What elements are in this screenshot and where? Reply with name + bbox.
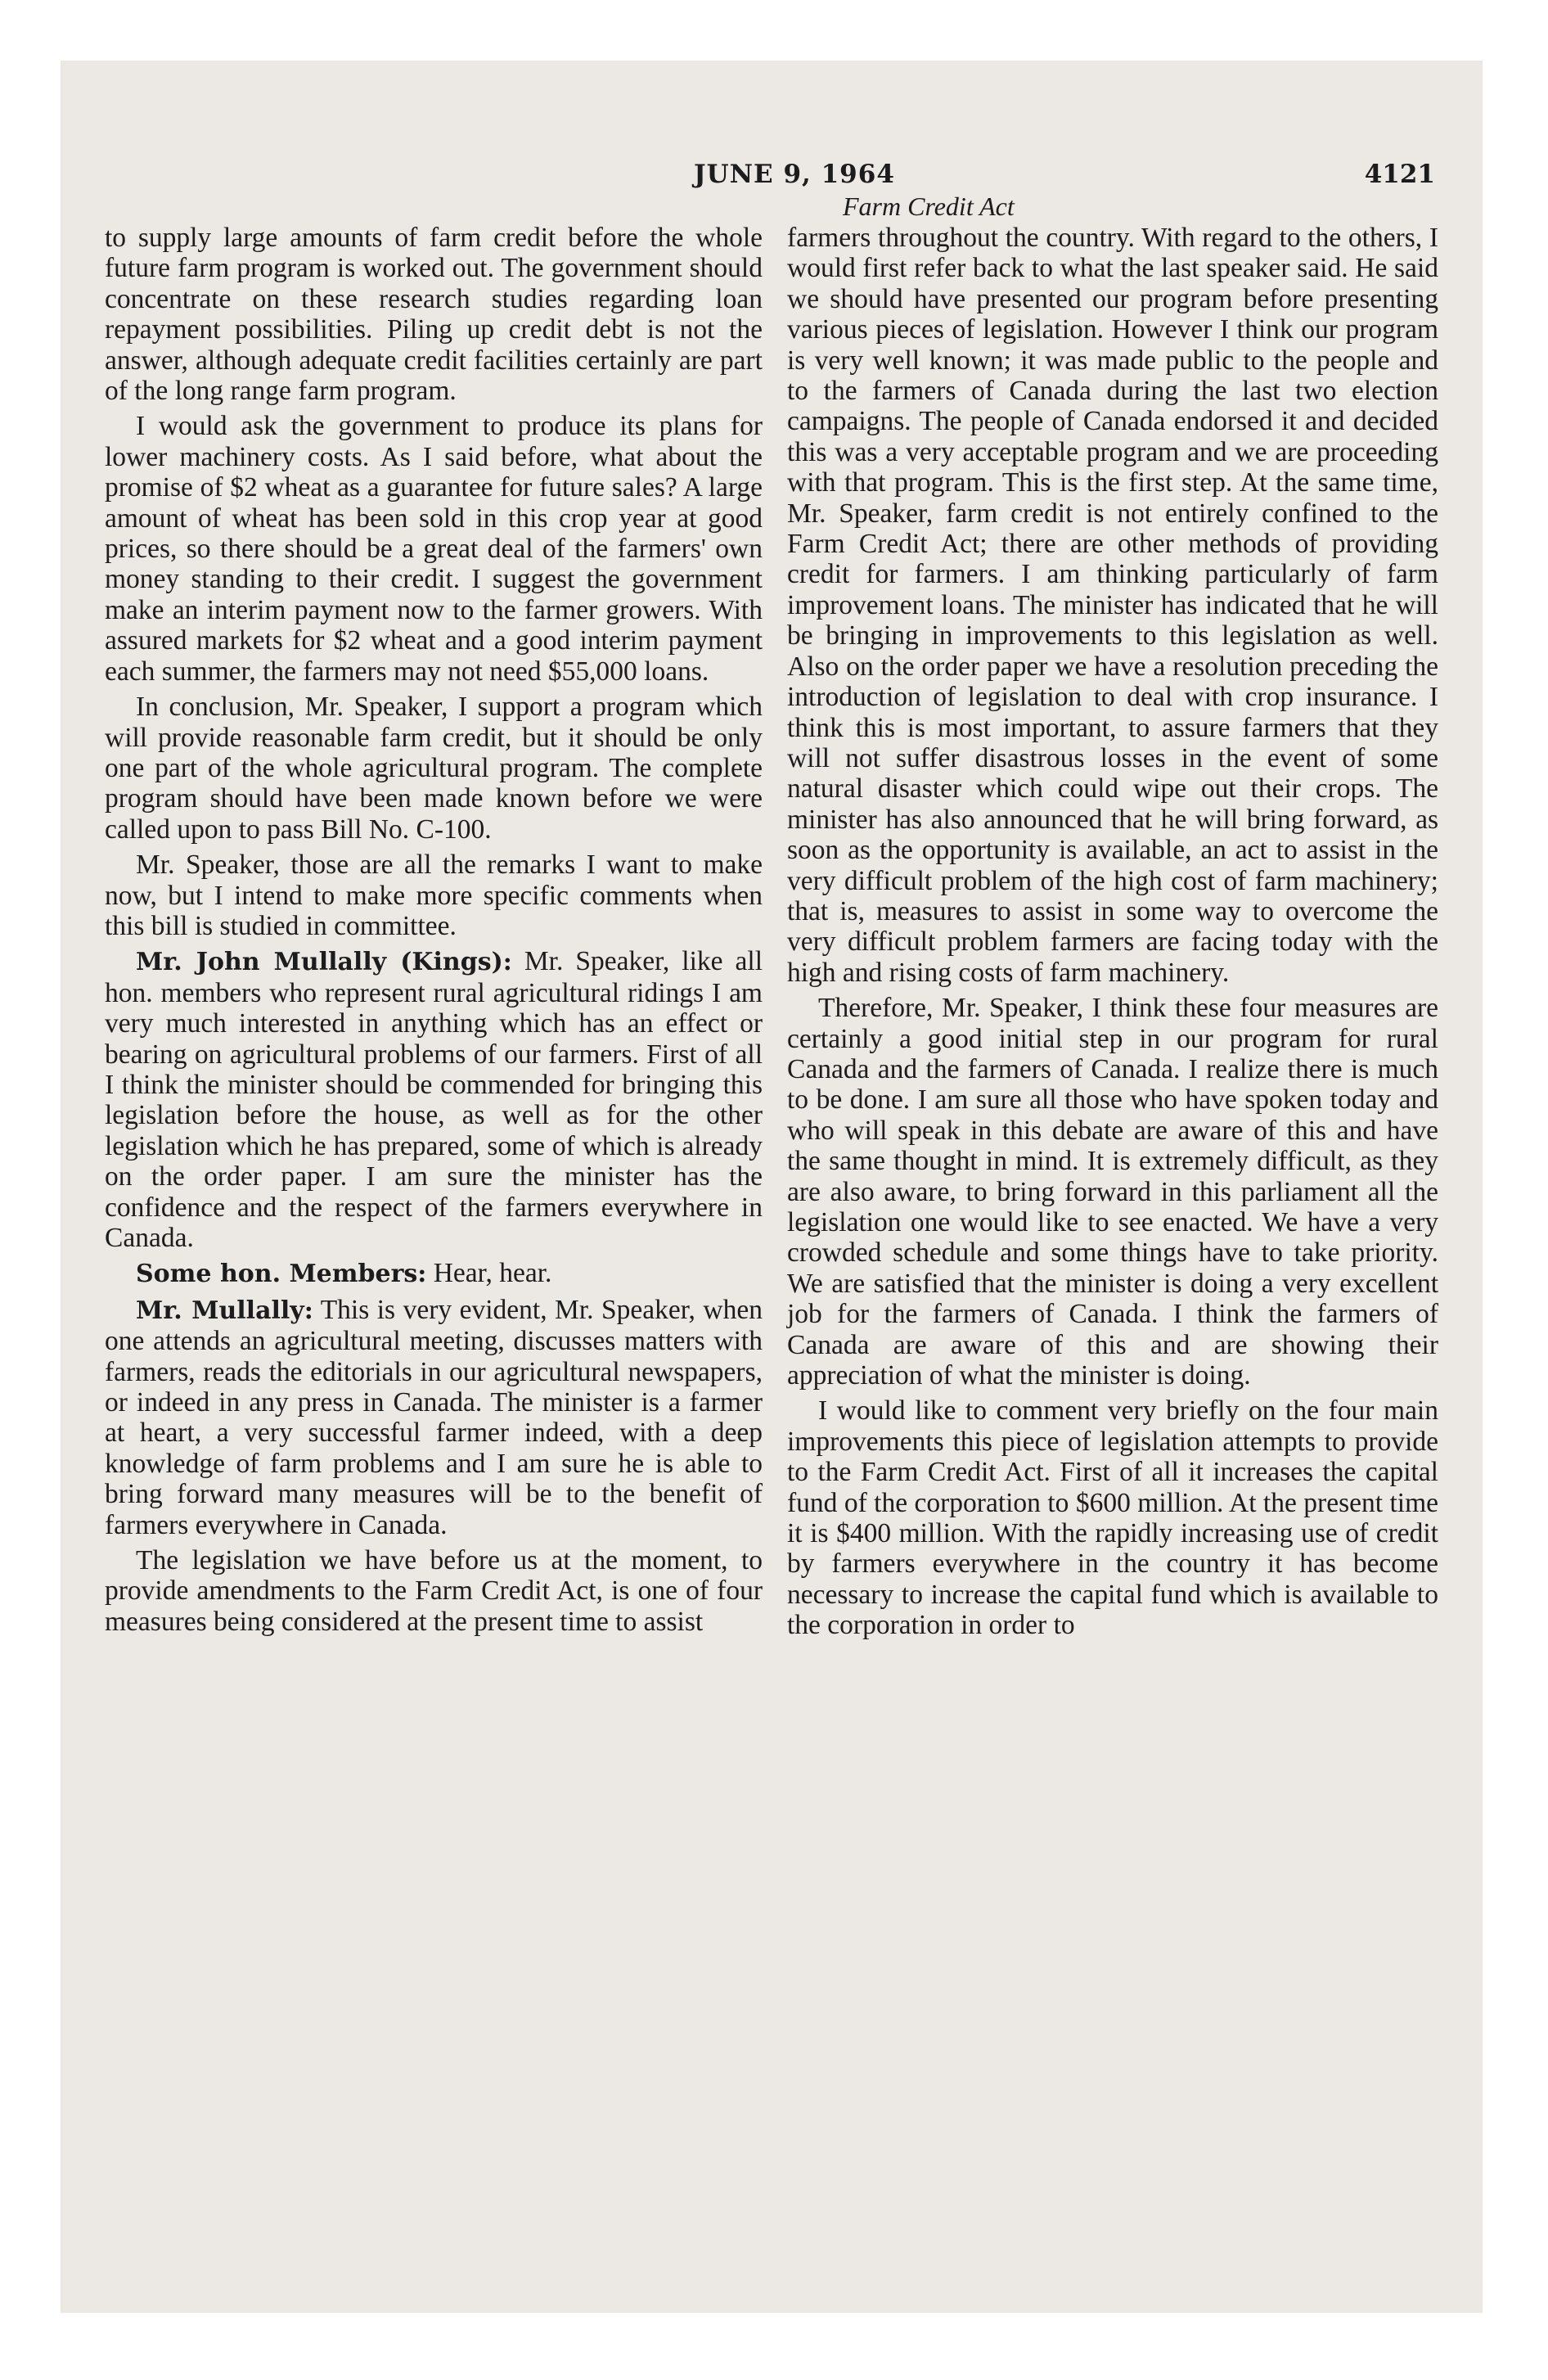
paragraph-text: farmers throughout the country. With regard to the others, I would first refer back to what the last speaker said. He said we should have presented our program before presenting various pieces of legislation. However I think our program is very well known; it was made public to the people and to the farmers of Canada during the last two election campaigns. The people of Canada endorsed it and decided this was a very acceptable program and we are proceeding with that program. This is the first step. At the same time, Mr. Speaker, farm credit is not entirely confined to the Farm Credit Act; there are other methods of providing credit for farmers. I am thinking particularly of farm improvement loans. The minister has indicated that he will be bringing in improvements to this legislation as well. Also on the order paper we have a resolution preceding the introduction of legislation to deal with crop insurance. I think this is most important, to assure farmers that they will not suffer disastrous losses in the event of some natural disaster which could wipe out their crops. The minister has also announced that he will bring forward, as soon as the opportunity is available, an act to assist in the very difficult problem of the high cost of farm machinery; that is, measures to assist in some way to overcome the very difficult problem farmers are facing today with the high and rising costs of farm machinery. bbox=[787, 223, 1438, 988]
paragraph bbox=[787, 1395, 1438, 1640]
paragraph-text: The legislation we have before us at the moment, to provide amendments to the Farm Credit Act, is one of four measures being considered at the present time to assist bbox=[105, 1545, 763, 1637]
paragraph-text: I would ask the government to produce its plans for lower machinery costs. As I said before, what about the promise of $2 wheat as a guarantee for future sales? A large amount of wheat has been sold in this crop year at good prices, so there should be a great deal of the farmers' own money standing to their credit. I suggest the government make an interim payment now to the farmer growers. With assured markets for $2 wheat and a good interim payment each summer, the farmers may not need $55,000 loans. bbox=[105, 411, 763, 687]
speaker-name: Some hon. Members: bbox=[136, 1260, 427, 1289]
paragraph-text: In conclusion, Mr. Speaker, I support a program which will provide reasonable farm credit, but it should be only one part of the whole agricultural program. The complete program should have been made known before we were called upon to pass Bill No. C-100. bbox=[105, 692, 763, 845]
running-subject: Farm Credit Act bbox=[843, 192, 1015, 221]
paragraph-text: Mr. Speaker, like all hon. members who represent rural agricultural ridings I am very much interested in anything which has an effect or bearing on agricultural problems of our farmers. First of all I think the minister should be commended for bringing this legislation before the house, as well as for the other legislation which he has prepared, some of which is already on the order paper. I am sure the minister has the confidence and the respect of the farmers everywhere in Canada. bbox=[105, 946, 763, 1253]
speaker-name: Mr. John Mullally (Kings): bbox=[136, 948, 512, 977]
header-date: JUNE 9, 1964 bbox=[694, 160, 895, 189]
speech-paragraph bbox=[105, 1295, 763, 1540]
paragraph bbox=[105, 411, 763, 687]
paragraph-text: to supply large amounts of farm credit before the whole future farm program is worked out. The government should concentrate on these research studies regarding loan repayment possibilities. Piling up credit debt is not the answer, although adequate credit facilities certainly are part of the long range farm program. bbox=[105, 223, 763, 407]
paragraph-text: This is very evident, Mr. Speaker, when one attends an agricultural meeting, discusses matters with farmers, reads the editorials in our agricultural newspapers, or indeed in any press in Canada. The minister is a farmer at heart, a very successful farmer indeed, with a deep knowledge of farm problems and I am sure he is able to bring forward many measures will be to the benefit of farmers everywhere in Canada. bbox=[105, 1294, 763, 1540]
page-number: 4121 bbox=[1364, 160, 1435, 189]
left-column bbox=[105, 223, 763, 1637]
speech-paragraph bbox=[105, 946, 763, 1253]
paragraph bbox=[787, 223, 1438, 988]
paragraph-text: Therefore, Mr. Speaker, I think these four measures are certainly a good initial step in our program for rural Canada and the farmers of Canada. I realize there is much to be done. I am sure all those who have spoken today and who will speak in this debate are aware of this and have the same thought in mind. It is extremely difficult, as they are also aware, to bring forward in this parliament all the legislation one would like to see enacted. We have a very crowded schedule and some things have to take priority. We are satisfied that the minister is doing a very excellent job for the farmers of Canada. I think the farmers of Canada are aware of this and are showing their appreciation of what the minister is doing. bbox=[787, 993, 1438, 1391]
paragraph bbox=[105, 223, 763, 406]
speech-paragraph bbox=[105, 1258, 763, 1289]
paragraph-text: Mr. Speaker, those are all the remarks I want to make now, but I intend to make more specific comments when this bill is studied in committee. bbox=[105, 850, 763, 941]
paragraph bbox=[105, 850, 763, 941]
speaker-name: Mr. Mullally: bbox=[136, 1296, 313, 1325]
right-column bbox=[787, 223, 1438, 1641]
paragraph-text: I would like to comment very briefly on the four main improvements this piece of legislation attempts to provide to the Farm Credit Act. First of all it increases the capital fund of the corporation to $600 million. At the present time it is $400 million. With the rapidly increasing use of credit by farmers everywhere in the country it has become necessary to increase the capital fund which is available to the corporation in order to bbox=[787, 1395, 1438, 1641]
paragraph bbox=[105, 1545, 763, 1637]
paragraph-text: Hear, hear. bbox=[433, 1258, 552, 1289]
paragraph bbox=[787, 993, 1438, 1391]
paragraph bbox=[105, 692, 763, 845]
